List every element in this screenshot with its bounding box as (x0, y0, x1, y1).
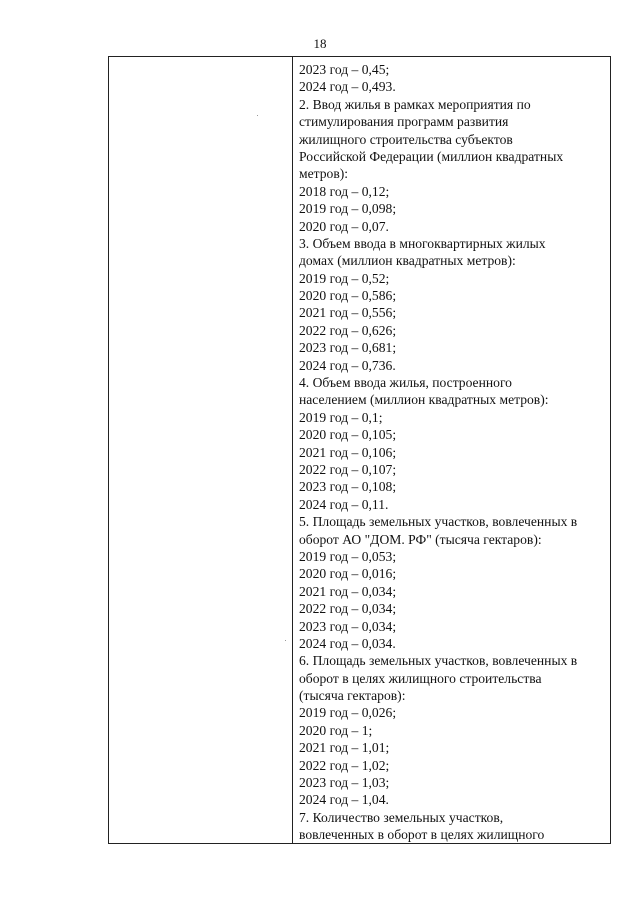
text-line: жилищного строительства субъектов (299, 131, 513, 147)
table-left-cell (109, 57, 292, 843)
text-line: 2023 год – 0,681; (299, 340, 397, 356)
text-line: 2024 год – 0,034. (299, 635, 396, 651)
text-line: 2019 год – 0,52; (299, 270, 390, 286)
text-line: 2019 год – 0,098; (299, 201, 397, 217)
text-line: 2022 год – 1,02; (299, 757, 390, 773)
text-line: стимулирования программ развития (299, 114, 509, 130)
text-line: домах (миллион квадратных метров): (299, 253, 516, 269)
scan-speck (257, 115, 258, 116)
page-number: 18 (313, 36, 327, 51)
text-line: 2021 год – 0,106; (299, 444, 397, 460)
text-line: 6. Площадь земельных участков, вовлеченных в (299, 653, 578, 669)
text-line: населением (миллион квадратных метров): (299, 392, 549, 408)
text-line: 2020 год – 0,586; (299, 288, 397, 304)
text-line: 2019 год – 0,1; (299, 409, 383, 425)
text-line: 2023 год – 1,03; (299, 775, 390, 791)
text-line: (тысяча гектаров): (299, 688, 406, 704)
text-line: 2024 год – 0,11. (299, 496, 389, 512)
text-line: 2023 год – 0,45; (299, 62, 390, 77)
table-right-cell (299, 61, 609, 844)
text-line: 2022 год – 0,626; (299, 322, 397, 338)
text-line: вовлеченных в оборот в целях жилищного (299, 827, 545, 843)
text-line: 2020 год – 0,105; (299, 427, 397, 443)
column-divider (292, 57, 293, 843)
text-line: оборот в целях жилищного строительства (299, 670, 542, 686)
text-line: 2024 год – 0,493. (299, 79, 396, 95)
text-line: 7. Количество земельных участков, (299, 809, 504, 825)
text-line: 5. Площадь земельных участков, вовлеченных в (299, 514, 578, 530)
text-line: 2022 год – 0,107; (299, 461, 397, 477)
text-line: 2019 год – 0,053; (299, 548, 397, 564)
text-line: 2020 год – 1; (299, 722, 373, 738)
text-line: 4. Объем ввода жилья, построенного (299, 375, 512, 391)
text-line: 2022 год – 0,034; (299, 601, 397, 617)
text-line: оборот АО "ДОМ. РФ" (тысяча гектаров): (299, 531, 542, 547)
text-line: 2019 год – 0,026; (299, 705, 397, 721)
text-line: 2024 год – 0,736. (299, 357, 396, 373)
text-line: метров): (299, 166, 349, 182)
text-line: 2023 год – 0,108; (299, 479, 397, 495)
text-line: 2021 год – 1,01; (299, 740, 390, 756)
text-line: 2021 год – 0,034; (299, 583, 397, 599)
text-line: 2020 год – 0,016; (299, 566, 397, 582)
text-line: 2018 год – 0,12; (299, 183, 390, 199)
document-table (108, 56, 611, 844)
scan-speck (285, 640, 286, 641)
text-line: 2. Ввод жилья в рамках мероприятия по (299, 96, 531, 112)
text-line: 2021 год – 0,556; (299, 305, 397, 321)
text-line: 3. Объем ввода в многоквартирных жилых (299, 235, 546, 251)
text-line: 2020 год – 0,07. (299, 218, 389, 234)
text-line: 2023 год – 0,034; (299, 618, 397, 634)
text-line: Российской Федерации (миллион квадратных (299, 148, 564, 164)
text-line: 2024 год – 1,04. (299, 792, 389, 808)
